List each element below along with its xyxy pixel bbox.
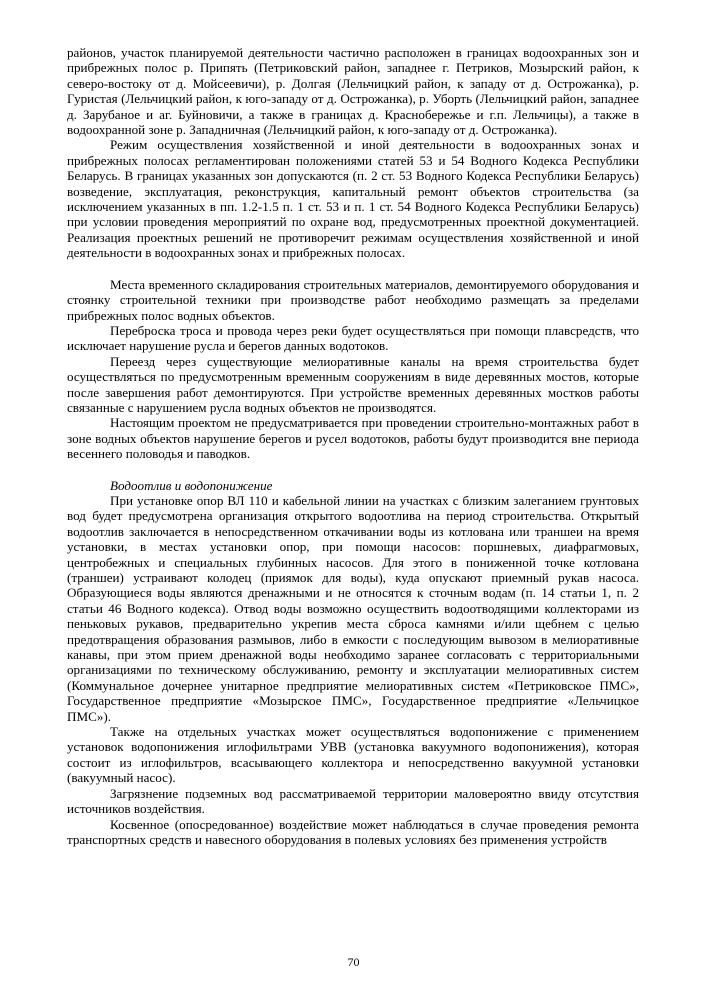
paragraph-cable-crossing: Переброска троса и провода через реки будет осуществляться при помощи плавсредств, что исключает нарушение русла и берегов данных водотоков. <box>67 322 639 354</box>
paragraph-storage: Места временного складирования строительных материалов, демонтируемого оборудования и стоянку строительной техники при производстве работ необходимо размещать за пределами прибрежных полос водных объектов. <box>67 276 639 323</box>
paragraph-open-drainage: При установке опор ВЛ 110 и кабельной линии на участках с близким залеганием грунтовых вод будет предусмотрена организация открытого водоотлива на период строительства. Открытый водоотлив заключается в непосредственном откачивании воды из котлована или траншеи на время установки, в местах установки опор, при помощи насосов: поршневых, диафрагмовых, центробежных и специальных глубинных насосов. Для этого в пониженной точке котлована (траншеи) устраивают колодец (приямок для воды), куда опускают приемный рукав насоса. Образующиеся воды являются дренажными и не относятся к сточным водам (п. 14 статьи 1, п. 2 статьи 46 Водного кодекса). Отвод воды возможно осуществить водоотводящими коллекторами из пеньковых рукавов, предварительно укрепив места сброса камнями и/или щебнем с целью предотвращения образования размывов, либо в емкости с последующим вывозом в мелиоративные канавы, при этом прием дренажной воды необходимо заранее согласовать с территориальными организациями по техническому обслуживанию, ремонту и эксплуатации мелиоративных систем (Коммунальное дочернее унитарное предприятие мелиоративных систем «Петриковское ПМС», Государственное предприятие «Мозырское ПМС», Государственное предприятие «Лельчицкое ПМС»). <box>67 492 639 724</box>
section-heading-dewatering: Водоотлив и водопонижение <box>110 477 273 493</box>
page-number: 70 <box>347 955 360 969</box>
paragraph-no-disturbance: Настоящим проектом не предусматривается при проведении строительно-монтажных работ в зоне водных объектов нарушение берегов и русел водотоков, работы будут производится вне периода весеннего половодья и паводков. <box>67 415 639 462</box>
paragraph-indirect-impact: Косвенное (опосредованное) воздействие может наблюдаться в случае проведения ремонта транспортных средств и навесного оборудования в полевых условиях без применения устройств <box>67 816 639 847</box>
paragraph-regime: Режим осуществления хозяйственной и иной деятельности в водоохранных зонах и прибрежных полосах регламентирован положениями статей 53 и 54 Водного Кодекса Республики Беларусь. В границах указанных зон допускаются (п. 2 ст. 53 Водного Кодекса Республики Беларусь) возведение, эксплуатация, реконструкция, капитальный ремонт объектов строительства (за исключением указанных в пп. 1.2-1.5 п. 1 ст. 53 и п. 1 ст. 54 Водного Кодекса Республики Беларусь) при условии проведения мероприятий по охране вод, предусмотренных проектной документацией. Реализация проектных решений не противоречит режимам осуществления хозяйственной и иной деятельности в водоохранных зонах и прибрежных полосах. <box>67 137 639 261</box>
paragraph-wellpoint: Также на отдельных участках может осуществляться водопонижение с применением установок водопонижения иглофильтрами УВВ (установка вакуумного водопонижения), которая состоит из иглофильтров, всасывающего коллектора и непосредственно вакуумной установки (вакуумный насос). <box>67 724 639 786</box>
paragraph-groundwater: Загрязнение подземных вод рассматриваемой территории маловероятно ввиду отсутствия источников воздействия. <box>67 785 639 817</box>
page-body <box>67 45 639 847</box>
paragraph-canal-crossing: Переезд через существующие мелиоративные каналы на время строительства будет осуществляться по предусмотренным временным сооружениям в виде деревянных мостов, которые после завершения работ демонтируются. При устройстве временных деревянных мостков работы связанные с нарушением русла водных объектов не производятся. <box>67 353 639 415</box>
paragraph-continuation: районов, участок планируемой деятельности частично расположен в границах водоохранных зон и прибрежных полос р. Припять (Петриковский район, западнее г. Петриков, Мозырский район, к северо-востоку от д. Мойсеевичи), р. Долгая (Лельчицкий район, к западу от д. Острожанка), р. Гуристая (Лельчицкий район, к юго-западу от д. Острожанка), р. Уборть (Лельчицкий район, западнее д. Зарубаное и аг. Буйновичи, а также в границах д. Краснобережье и г.п. Лельчицы), а также в водоохранной зоне р. Западничная (Лельчицкий район, к юго-западу от д. Острожанка). <box>67 45 639 138</box>
